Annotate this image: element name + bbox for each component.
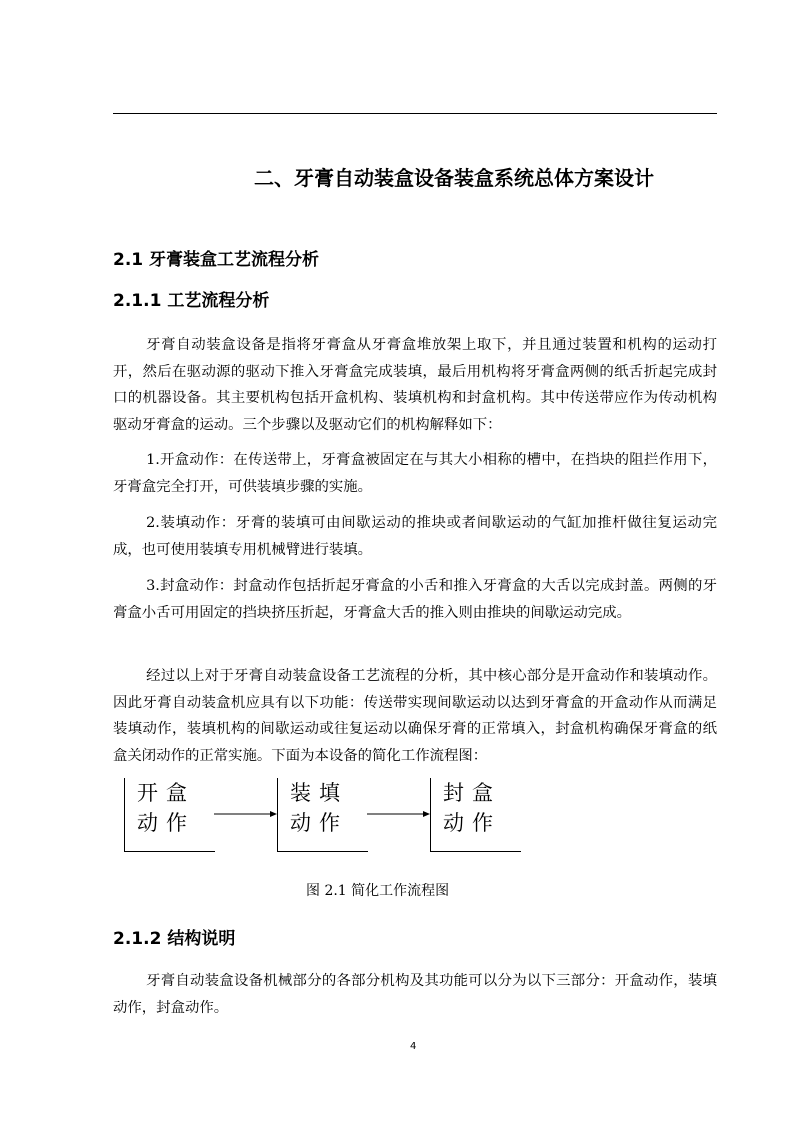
flow-box-seal-line2: 动作 bbox=[443, 811, 501, 835]
flow-arrow-2-head bbox=[423, 811, 430, 817]
heading-2-1-1: 2.1.1 工艺流程分析 bbox=[113, 291, 270, 311]
figure-caption: 图 2.1 简化工作流程图 bbox=[306, 883, 450, 899]
paragraph-step-1: 1.开盒动作：在传送带上，牙膏盒被固定在与其大小相称的槽中，在挡块的阻拦作用下，牙膏盒完全打开，可供装填步骤的实施。 bbox=[113, 452, 717, 495]
flow-box-seal-line1: 封盒 bbox=[443, 781, 501, 805]
flow-box-fill-line1: 装填 bbox=[290, 781, 348, 805]
paragraph-intro: 牙膏自动装盒设备是指将牙膏盒从牙膏盒堆放架上取下，并且通过装置和机构的运动打开，然后在驱动源的驱动下推入牙膏盒完成装填，最后用机构将牙膏盒两侧的纸舌折起完成封口的机器设备。其主要机构包括开盒机构、装填机构和封盒机构。其中传送带应作为传动机构驱动牙膏盒的运动。三个步骤以及驱动它们的机构解释如下： bbox=[113, 337, 717, 433]
paragraph-step-3: 3.封盒动作：封盒动作包括折起牙膏盒的小舌和推入牙膏盒的大舌以完成封盖。两侧的牙膏盒小舌可用固定的挡块挤压折起，牙膏盒大舌的推入则由推块的间歇运动完成。 bbox=[113, 578, 717, 621]
flow-box-open-line2: 动作 bbox=[137, 811, 195, 835]
heading-2-1: 2.1 牙膏装盒工艺流程分析 bbox=[113, 250, 320, 270]
paragraph-structure: 牙膏自动装盒设备机械部分的各部分机构及其功能可以分为以下三部分：开盒动作，装填动作，封盒动作。 bbox=[113, 973, 717, 1016]
paragraph-summary: 经过以上对于牙膏自动装盒设备工艺流程的分析，其中核心部分是开盒动作和装填动作。因此牙膏自动装盒机应具有以下功能：传送带实现间歇运动以达到牙膏盒的开盒动作从而满足装填动作，装填机构的间歇运动或往复运动以确保牙膏的正常填入，封盒机构确保牙膏盒的纸盒关闭动作的正常实施。下面为本设备的简化工作流程图： bbox=[113, 668, 717, 764]
flow-box-open-line1: 开盒 bbox=[137, 781, 195, 805]
paragraph-step-2: 2.装填动作：牙膏的装填可由间歇运动的推块或者间歇运动的气缸加推杆做往复运动完成，也可使用装填专用机械臂进行装填。 bbox=[113, 515, 717, 558]
heading-2-1-2: 2.1.2 结构说明 bbox=[113, 929, 236, 949]
flow-box-fill-line2: 动作 bbox=[290, 811, 348, 835]
section-title: 二、牙膏自动装盒设备装盒系统总体方案设计 bbox=[254, 166, 654, 190]
page-number: 4 bbox=[410, 1041, 417, 1052]
flow-arrow-1-head bbox=[270, 811, 277, 817]
